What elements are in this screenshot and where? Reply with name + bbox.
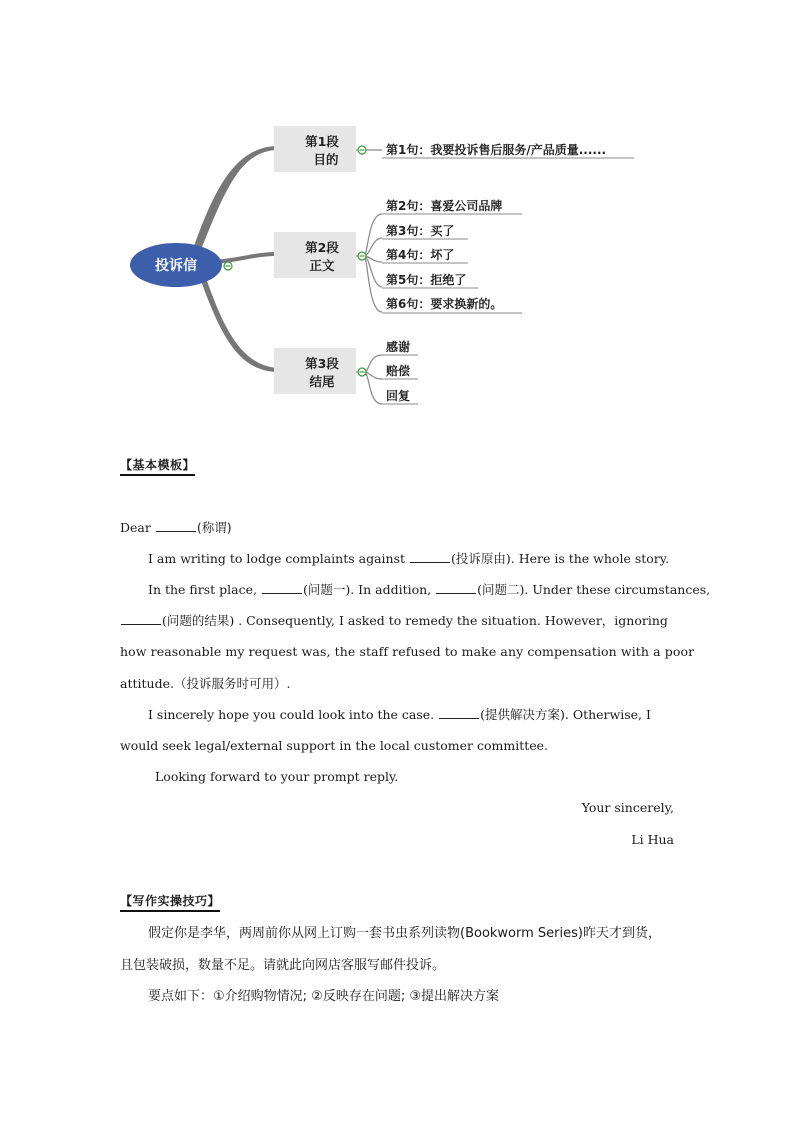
branch-2-subtitle: 正文	[309, 258, 335, 273]
p1-text-a: I am writing to lodge complaints against	[148, 551, 406, 566]
branch-connector-3	[200, 278, 276, 372]
p2-text-c: (问题二). Under these circumstances,	[477, 582, 711, 597]
branch-2-title: 第2段	[305, 240, 339, 255]
leaf-2-3: 第4句：坏了	[386, 248, 455, 262]
fill-blank[interactable]	[439, 706, 479, 719]
p3-text-b: (提供解决方案). Otherwise, I	[480, 707, 651, 722]
paragraph-2-line-3: how reasonable my request was, the staff refused to make any compensation with a poor	[120, 644, 695, 659]
p1-text-b: (投诉原由). Here is the whole story.	[451, 551, 670, 566]
paragraph-2-line-1	[120, 581, 711, 599]
paragraph-1	[120, 550, 702, 568]
leaf-2-1: 第2句：喜爱公司品牌	[386, 199, 503, 213]
fill-blank[interactable]	[262, 581, 302, 594]
paragraph-3-line-1	[120, 706, 702, 724]
leaf-3-2: 赔偿	[386, 364, 411, 378]
template-section-header: 【基本模板】	[120, 456, 195, 476]
p2-line2-text: (问题的结果) . Consequently, I asked to remedy the situation. However，ignoring	[162, 613, 668, 628]
closing: Your sincerely,	[581, 800, 674, 815]
leaf-3-3: 回复	[386, 389, 411, 403]
salutation-note: (称谓)	[196, 520, 232, 535]
branch-1-title: 第1段	[305, 134, 339, 149]
paragraph-2-line-2	[120, 612, 674, 630]
root-node-label: 投诉信	[155, 258, 197, 274]
branch-3-subtitle: 结尾	[309, 374, 335, 389]
leaf-1-1: 第1句：我要投诉售后服务/产品质量......	[386, 143, 607, 157]
leaf-2-4: 第5句：拒绝了	[386, 273, 467, 287]
salutation-line	[120, 519, 674, 537]
fill-blank[interactable]	[410, 550, 450, 563]
practice-line-1: 假定你是李华，两周前你从网上订购一套书虫系列读物(Bookworm Series)昨天才到货，	[148, 926, 661, 941]
branch-connector-2	[214, 252, 276, 264]
practice-line-2: 且包装破损，数量不足。请就此向网店客服写邮件投诉。	[120, 958, 446, 973]
salutation-dear: Dear	[120, 520, 151, 535]
practice-section-header: 【写作实操技巧】	[120, 892, 220, 912]
leaf-3-1: 感谢	[386, 340, 411, 354]
practice-line-3: 要点如下：①介绍购物情况; ②反映存在问题; ③提出解决方案	[148, 989, 499, 1004]
p3-text-a: I sincerely hope you could look into the case.	[148, 707, 435, 722]
leaf-2-2: 第3句：买了	[386, 224, 455, 238]
branch-connector-1	[192, 146, 276, 252]
paragraph-3-line-2: would seek legal/external support in the local customer committee.	[120, 738, 549, 753]
signature: Li Hua	[631, 832, 674, 847]
branch-3-title: 第3段	[305, 356, 339, 371]
paragraph-2-line-4: attitude.（投诉服务时可用）.	[120, 676, 291, 691]
p2-text-b: (问题一). In addition,	[302, 582, 432, 597]
branch-1-subtitle: 目的	[313, 152, 339, 167]
fill-blank[interactable]	[436, 581, 476, 594]
paragraph-4: Looking forward to your prompt reply.	[155, 769, 399, 784]
fill-blank[interactable]	[121, 612, 161, 625]
mind-map	[0, 0, 794, 420]
p2-text-a: In the first place,	[148, 582, 257, 597]
fill-blank[interactable]	[156, 519, 196, 532]
leaf-2-5: 第6句：要求换新的。	[386, 297, 503, 311]
